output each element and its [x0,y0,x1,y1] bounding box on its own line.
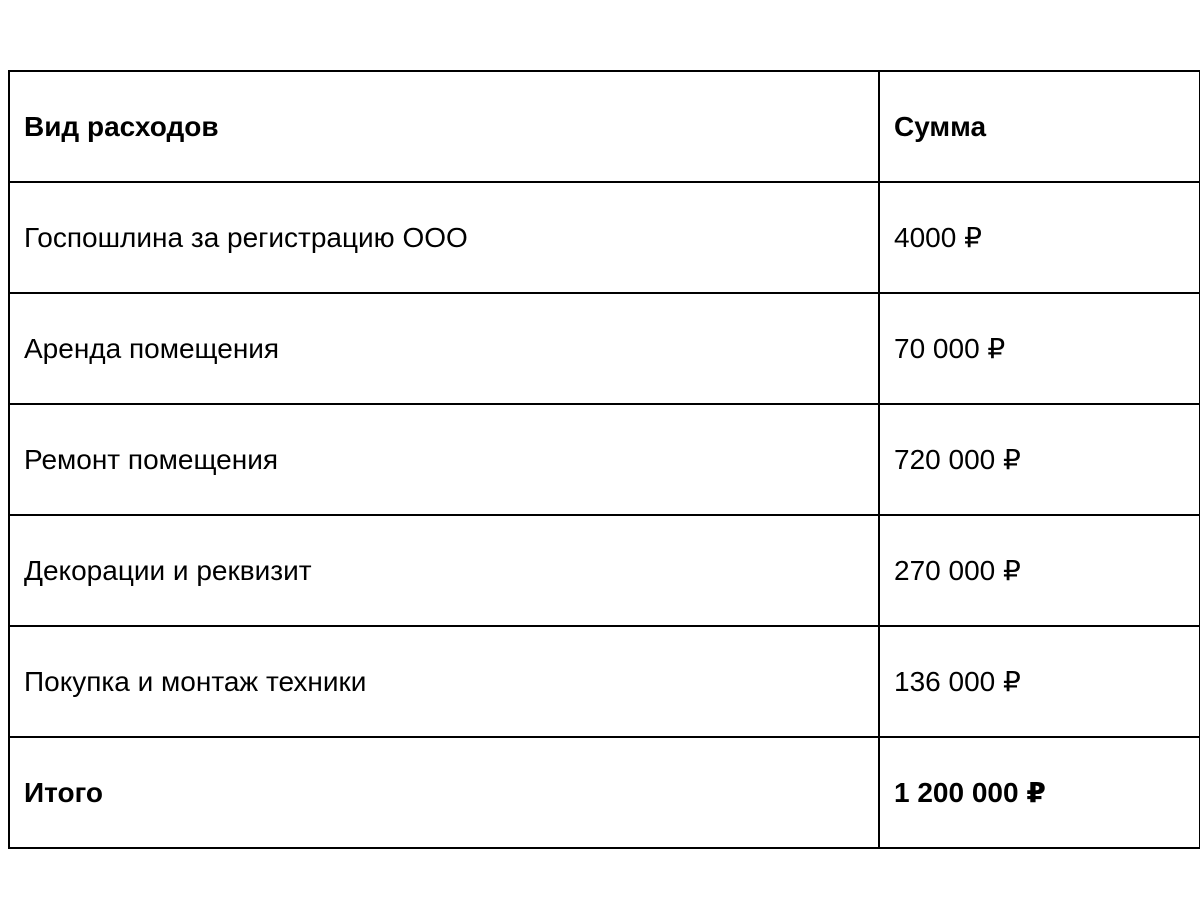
expense-type-cell: Декорации и реквизит [9,515,879,626]
total-label: Итого [9,737,879,848]
header-sum: Сумма [879,71,1200,182]
expense-sum-cell: 136 000 ₽ [879,626,1200,737]
expense-type-cell: Госпошлина за регистрацию ООО [9,182,879,293]
expense-type-cell: Покупка и монтаж техники [9,626,879,737]
table-row [9,182,1200,293]
expenses-table [8,70,1200,849]
table-row [9,293,1200,404]
header-expense-type: Вид расходов [9,71,879,182]
expense-type-cell: Ремонт помещения [9,404,879,515]
table-header-row [9,71,1200,182]
expense-type-cell: Аренда помещения [9,293,879,404]
table-row [9,404,1200,515]
expense-sum-cell: 4000 ₽ [879,182,1200,293]
expense-sum-cell: 70 000 ₽ [879,293,1200,404]
expense-sum-cell: 720 000 ₽ [879,404,1200,515]
total-sum: 1 200 000 ₽ [879,737,1200,848]
table-row [9,515,1200,626]
total-row [9,737,1200,848]
expense-sum-cell: 270 000 ₽ [879,515,1200,626]
table-row [9,626,1200,737]
